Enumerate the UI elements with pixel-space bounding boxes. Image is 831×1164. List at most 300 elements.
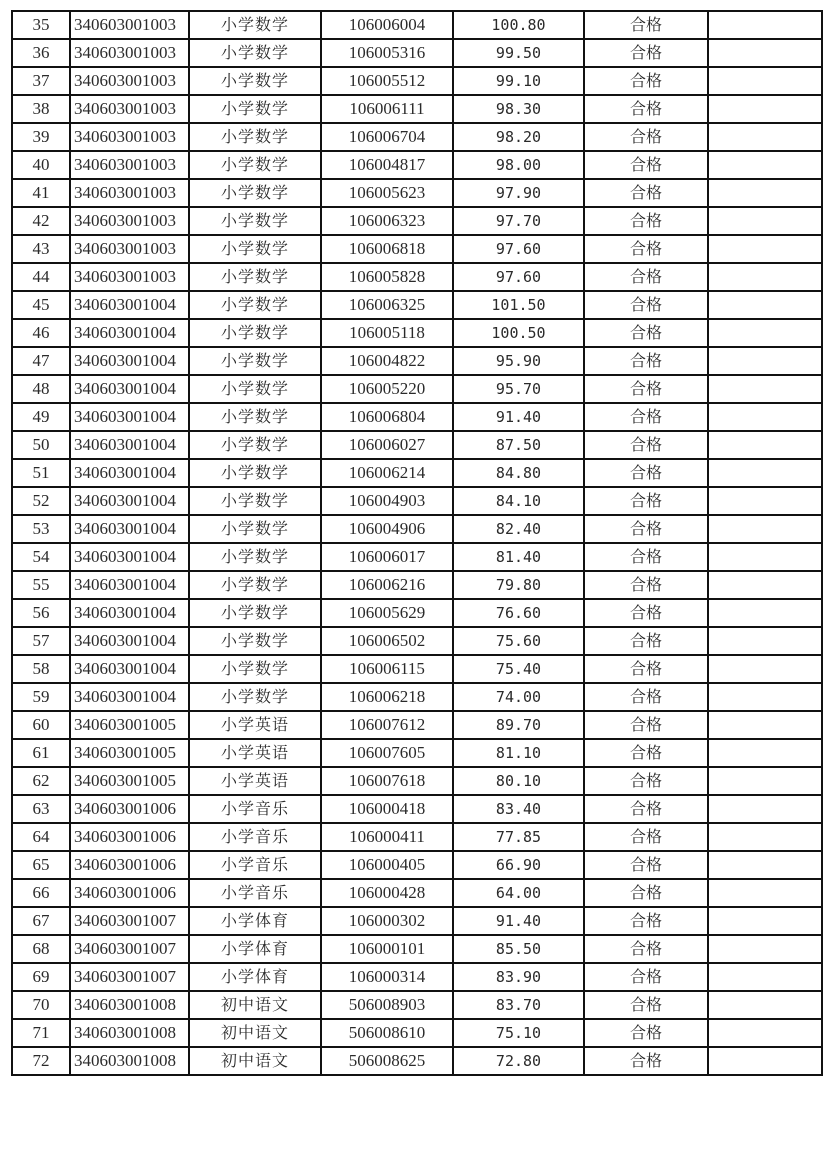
result-status-cell: 合格 <box>584 599 708 627</box>
remarks-cell <box>708 1019 822 1047</box>
subject-cell: 小学英语 <box>189 767 321 795</box>
admission-ticket-number-cell: 106000418 <box>321 795 453 823</box>
remarks-cell <box>708 795 822 823</box>
subject-cell: 小学数学 <box>189 39 321 67</box>
admission-ticket-number-cell: 106006804 <box>321 403 453 431</box>
admission-ticket-number-cell: 106004817 <box>321 151 453 179</box>
row-number-cell: 37 <box>12 67 70 95</box>
admission-ticket-number-cell: 106006218 <box>321 683 453 711</box>
remarks-cell <box>708 767 822 795</box>
admission-ticket-number-cell: 106005629 <box>321 599 453 627</box>
result-status-cell: 合格 <box>584 935 708 963</box>
position-code-cell: 340603001006 <box>70 851 189 879</box>
table-row <box>12 151 822 179</box>
remarks-cell <box>708 151 822 179</box>
subject-cell: 小学数学 <box>189 571 321 599</box>
score-cell: 79.80 <box>453 571 584 599</box>
admission-ticket-number-cell: 106006818 <box>321 235 453 263</box>
admission-ticket-number-cell: 106006704 <box>321 123 453 151</box>
row-number-cell: 45 <box>12 291 70 319</box>
score-cell: 83.70 <box>453 991 584 1019</box>
position-code-cell: 340603001004 <box>70 683 189 711</box>
admission-ticket-number-cell: 106005623 <box>321 179 453 207</box>
position-code-cell: 340603001004 <box>70 403 189 431</box>
position-code-cell: 340603001007 <box>70 907 189 935</box>
subject-cell: 小学数学 <box>189 627 321 655</box>
result-status-cell: 合格 <box>584 1019 708 1047</box>
result-status-cell: 合格 <box>584 459 708 487</box>
admission-ticket-number-cell: 106000302 <box>321 907 453 935</box>
remarks-cell <box>708 963 822 991</box>
score-cell: 91.40 <box>453 907 584 935</box>
result-status-cell: 合格 <box>584 627 708 655</box>
position-code-cell: 340603001005 <box>70 767 189 795</box>
admission-ticket-number-cell: 106000428 <box>321 879 453 907</box>
admission-ticket-number-cell: 106000101 <box>321 935 453 963</box>
score-cell: 75.60 <box>453 627 584 655</box>
position-code-cell: 340603001003 <box>70 39 189 67</box>
row-number-cell: 64 <box>12 823 70 851</box>
row-number-cell: 63 <box>12 795 70 823</box>
result-status-cell: 合格 <box>584 655 708 683</box>
score-cell: 81.40 <box>453 543 584 571</box>
remarks-cell <box>708 319 822 347</box>
result-status-cell: 合格 <box>584 487 708 515</box>
table-row <box>12 235 822 263</box>
row-number-cell: 54 <box>12 543 70 571</box>
result-status-cell: 合格 <box>584 991 708 1019</box>
result-status-cell: 合格 <box>584 207 708 235</box>
admission-ticket-number-cell: 106000411 <box>321 823 453 851</box>
admission-ticket-number-cell: 106005316 <box>321 39 453 67</box>
table-row <box>12 515 822 543</box>
row-number-cell: 53 <box>12 515 70 543</box>
table-row <box>12 627 822 655</box>
score-cell: 100.50 <box>453 319 584 347</box>
position-code-cell: 340603001008 <box>70 1047 189 1075</box>
admission-ticket-number-cell: 106000314 <box>321 963 453 991</box>
remarks-cell <box>708 207 822 235</box>
subject-cell: 小学音乐 <box>189 879 321 907</box>
remarks-cell <box>708 739 822 767</box>
table-row <box>12 767 822 795</box>
position-code-cell: 340603001005 <box>70 739 189 767</box>
row-number-cell: 44 <box>12 263 70 291</box>
remarks-cell <box>708 543 822 571</box>
row-number-cell: 69 <box>12 963 70 991</box>
remarks-cell <box>708 487 822 515</box>
remarks-cell <box>708 235 822 263</box>
row-number-cell: 71 <box>12 1019 70 1047</box>
score-cell: 77.85 <box>453 823 584 851</box>
table-row <box>12 347 822 375</box>
score-cell: 82.40 <box>453 515 584 543</box>
row-number-cell: 57 <box>12 627 70 655</box>
admission-ticket-number-cell: 106006323 <box>321 207 453 235</box>
score-cell: 101.50 <box>453 291 584 319</box>
position-code-cell: 340603001005 <box>70 711 189 739</box>
table-row <box>12 907 822 935</box>
remarks-cell <box>708 571 822 599</box>
position-code-cell: 340603001003 <box>70 11 189 39</box>
position-code-cell: 340603001004 <box>70 431 189 459</box>
remarks-cell <box>708 95 822 123</box>
admission-ticket-number-cell: 106007612 <box>321 711 453 739</box>
position-code-cell: 340603001003 <box>70 151 189 179</box>
table-row <box>12 375 822 403</box>
row-number-cell: 68 <box>12 935 70 963</box>
admission-ticket-number-cell: 506008610 <box>321 1019 453 1047</box>
result-status-cell: 合格 <box>584 711 708 739</box>
row-number-cell: 60 <box>12 711 70 739</box>
row-number-cell: 59 <box>12 683 70 711</box>
subject-cell: 小学数学 <box>189 487 321 515</box>
score-cell: 83.40 <box>453 795 584 823</box>
row-number-cell: 51 <box>12 459 70 487</box>
position-code-cell: 340603001006 <box>70 879 189 907</box>
admission-ticket-number-cell: 106005220 <box>321 375 453 403</box>
subject-cell: 小学数学 <box>189 291 321 319</box>
score-cell: 84.80 <box>453 459 584 487</box>
result-status-cell: 合格 <box>584 11 708 39</box>
position-code-cell: 340603001003 <box>70 67 189 95</box>
row-number-cell: 40 <box>12 151 70 179</box>
admission-ticket-number-cell: 506008625 <box>321 1047 453 1075</box>
remarks-cell <box>708 179 822 207</box>
result-status-cell: 合格 <box>584 179 708 207</box>
table-row <box>12 179 822 207</box>
result-status-cell: 合格 <box>584 39 708 67</box>
admission-ticket-number-cell: 106000405 <box>321 851 453 879</box>
score-cell: 98.00 <box>453 151 584 179</box>
subject-cell: 小学数学 <box>189 67 321 95</box>
table-row <box>12 95 822 123</box>
position-code-cell: 340603001007 <box>70 963 189 991</box>
table-row <box>12 459 822 487</box>
score-cell: 97.60 <box>453 263 584 291</box>
remarks-cell <box>708 11 822 39</box>
remarks-cell <box>708 459 822 487</box>
remarks-cell <box>708 935 822 963</box>
table-row <box>12 879 822 907</box>
table-row <box>12 207 822 235</box>
result-status-cell: 合格 <box>584 543 708 571</box>
row-number-cell: 50 <box>12 431 70 459</box>
subject-cell: 小学数学 <box>189 11 321 39</box>
score-cell: 97.60 <box>453 235 584 263</box>
subject-cell: 小学音乐 <box>189 795 321 823</box>
admission-ticket-number-cell: 106004906 <box>321 515 453 543</box>
table-body <box>12 11 822 1075</box>
position-code-cell: 340603001004 <box>70 599 189 627</box>
remarks-cell <box>708 515 822 543</box>
table-row <box>12 319 822 347</box>
score-cell: 89.70 <box>453 711 584 739</box>
remarks-cell <box>708 403 822 431</box>
subject-cell: 小学音乐 <box>189 851 321 879</box>
position-code-cell: 340603001004 <box>70 375 189 403</box>
admission-ticket-number-cell: 106006027 <box>321 431 453 459</box>
row-number-cell: 42 <box>12 207 70 235</box>
admission-ticket-number-cell: 106006115 <box>321 655 453 683</box>
remarks-cell <box>708 991 822 1019</box>
table-row <box>12 263 822 291</box>
subject-cell: 小学数学 <box>189 263 321 291</box>
result-status-cell: 合格 <box>584 95 708 123</box>
row-number-cell: 70 <box>12 991 70 1019</box>
table-row <box>12 963 822 991</box>
result-status-cell: 合格 <box>584 851 708 879</box>
row-number-cell: 56 <box>12 599 70 627</box>
result-status-cell: 合格 <box>584 375 708 403</box>
admission-ticket-number-cell: 106006004 <box>321 11 453 39</box>
subject-cell: 小学数学 <box>189 403 321 431</box>
score-cell: 74.00 <box>453 683 584 711</box>
score-cell: 76.60 <box>453 599 584 627</box>
subject-cell: 小学数学 <box>189 431 321 459</box>
result-status-cell: 合格 <box>584 123 708 151</box>
remarks-cell <box>708 711 822 739</box>
subject-cell: 初中语文 <box>189 1047 321 1075</box>
position-code-cell: 340603001003 <box>70 123 189 151</box>
score-cell: 84.10 <box>453 487 584 515</box>
position-code-cell: 340603001004 <box>70 571 189 599</box>
admission-ticket-number-cell: 106005828 <box>321 263 453 291</box>
remarks-cell <box>708 123 822 151</box>
row-number-cell: 72 <box>12 1047 70 1075</box>
score-cell: 85.50 <box>453 935 584 963</box>
remarks-cell <box>708 67 822 95</box>
table-row <box>12 487 822 515</box>
remarks-cell <box>708 907 822 935</box>
score-cell: 99.50 <box>453 39 584 67</box>
row-number-cell: 58 <box>12 655 70 683</box>
row-number-cell: 35 <box>12 11 70 39</box>
table-row <box>12 543 822 571</box>
position-code-cell: 340603001007 <box>70 935 189 963</box>
table-row <box>12 991 822 1019</box>
row-number-cell: 47 <box>12 347 70 375</box>
position-code-cell: 340603001003 <box>70 235 189 263</box>
result-status-cell: 合格 <box>584 431 708 459</box>
score-cell: 95.70 <box>453 375 584 403</box>
row-number-cell: 36 <box>12 39 70 67</box>
subject-cell: 小学英语 <box>189 711 321 739</box>
row-number-cell: 41 <box>12 179 70 207</box>
result-status-cell: 合格 <box>584 151 708 179</box>
row-number-cell: 43 <box>12 235 70 263</box>
result-status-cell: 合格 <box>584 291 708 319</box>
position-code-cell: 340603001004 <box>70 627 189 655</box>
remarks-cell <box>708 375 822 403</box>
position-code-cell: 340603001004 <box>70 655 189 683</box>
admission-ticket-number-cell: 106005512 <box>321 67 453 95</box>
remarks-cell <box>708 291 822 319</box>
table-row <box>12 67 822 95</box>
table-row <box>12 739 822 767</box>
result-status-cell: 合格 <box>584 879 708 907</box>
score-cell: 97.70 <box>453 207 584 235</box>
result-status-cell: 合格 <box>584 319 708 347</box>
subject-cell: 小学数学 <box>189 151 321 179</box>
subject-cell: 小学数学 <box>189 207 321 235</box>
position-code-cell: 340603001008 <box>70 1019 189 1047</box>
table-row <box>12 39 822 67</box>
result-status-cell: 合格 <box>584 823 708 851</box>
table-row <box>12 655 822 683</box>
table-row <box>12 599 822 627</box>
subject-cell: 小学数学 <box>189 95 321 123</box>
subject-cell: 小学英语 <box>189 739 321 767</box>
remarks-cell <box>708 851 822 879</box>
table-row <box>12 431 822 459</box>
table-row <box>12 795 822 823</box>
admission-ticket-number-cell: 106004822 <box>321 347 453 375</box>
remarks-cell <box>708 627 822 655</box>
admission-ticket-number-cell: 106006502 <box>321 627 453 655</box>
score-cell: 98.30 <box>453 95 584 123</box>
admission-ticket-number-cell: 506008903 <box>321 991 453 1019</box>
subject-cell: 小学数学 <box>189 123 321 151</box>
score-cell: 66.90 <box>453 851 584 879</box>
score-cell: 91.40 <box>453 403 584 431</box>
score-cell: 83.90 <box>453 963 584 991</box>
score-cell: 75.10 <box>453 1019 584 1047</box>
result-status-cell: 合格 <box>584 795 708 823</box>
result-status-cell: 合格 <box>584 907 708 935</box>
position-code-cell: 340603001004 <box>70 319 189 347</box>
admission-ticket-number-cell: 106006325 <box>321 291 453 319</box>
subject-cell: 小学体育 <box>189 963 321 991</box>
table-row <box>12 683 822 711</box>
row-number-cell: 46 <box>12 319 70 347</box>
subject-cell: 初中语文 <box>189 991 321 1019</box>
table-row <box>12 291 822 319</box>
row-number-cell: 55 <box>12 571 70 599</box>
result-status-cell: 合格 <box>584 963 708 991</box>
results-table <box>11 10 823 1076</box>
subject-cell: 小学数学 <box>189 515 321 543</box>
table-row <box>12 403 822 431</box>
subject-cell: 小学数学 <box>189 179 321 207</box>
position-code-cell: 340603001004 <box>70 291 189 319</box>
table-row <box>12 123 822 151</box>
position-code-cell: 340603001006 <box>70 795 189 823</box>
position-code-cell: 340603001003 <box>70 263 189 291</box>
row-number-cell: 65 <box>12 851 70 879</box>
remarks-cell <box>708 655 822 683</box>
subject-cell: 小学数学 <box>189 543 321 571</box>
subject-cell: 小学数学 <box>189 235 321 263</box>
score-cell: 64.00 <box>453 879 584 907</box>
remarks-cell <box>708 683 822 711</box>
score-cell: 80.10 <box>453 767 584 795</box>
score-cell: 98.20 <box>453 123 584 151</box>
row-number-cell: 62 <box>12 767 70 795</box>
remarks-cell <box>708 1047 822 1075</box>
table-row <box>12 935 822 963</box>
admission-ticket-number-cell: 106006017 <box>321 543 453 571</box>
result-status-cell: 合格 <box>584 1047 708 1075</box>
admission-ticket-number-cell: 106005118 <box>321 319 453 347</box>
table-row <box>12 1047 822 1075</box>
subject-cell: 小学数学 <box>189 459 321 487</box>
admission-ticket-number-cell: 106006111 <box>321 95 453 123</box>
score-cell: 95.90 <box>453 347 584 375</box>
position-code-cell: 340603001004 <box>70 347 189 375</box>
subject-cell: 小学数学 <box>189 599 321 627</box>
admission-ticket-number-cell: 106004903 <box>321 487 453 515</box>
admission-ticket-number-cell: 106006214 <box>321 459 453 487</box>
remarks-cell <box>708 431 822 459</box>
subject-cell: 小学音乐 <box>189 823 321 851</box>
position-code-cell: 340603001006 <box>70 823 189 851</box>
admission-ticket-number-cell: 106007605 <box>321 739 453 767</box>
subject-cell: 小学数学 <box>189 655 321 683</box>
result-status-cell: 合格 <box>584 263 708 291</box>
subject-cell: 小学体育 <box>189 907 321 935</box>
remarks-cell <box>708 263 822 291</box>
position-code-cell: 340603001004 <box>70 487 189 515</box>
row-number-cell: 66 <box>12 879 70 907</box>
row-number-cell: 39 <box>12 123 70 151</box>
position-code-cell: 340603001003 <box>70 207 189 235</box>
position-code-cell: 340603001004 <box>70 543 189 571</box>
position-code-cell: 340603001004 <box>70 459 189 487</box>
remarks-cell <box>708 823 822 851</box>
row-number-cell: 52 <box>12 487 70 515</box>
score-cell: 100.80 <box>453 11 584 39</box>
score-cell: 75.40 <box>453 655 584 683</box>
position-code-cell: 340603001003 <box>70 179 189 207</box>
score-cell: 99.10 <box>453 67 584 95</box>
result-status-cell: 合格 <box>584 235 708 263</box>
table-row <box>12 851 822 879</box>
result-status-cell: 合格 <box>584 767 708 795</box>
result-status-cell: 合格 <box>584 347 708 375</box>
result-status-cell: 合格 <box>584 515 708 543</box>
row-number-cell: 61 <box>12 739 70 767</box>
row-number-cell: 67 <box>12 907 70 935</box>
row-number-cell: 49 <box>12 403 70 431</box>
subject-cell: 小学数学 <box>189 683 321 711</box>
remarks-cell <box>708 599 822 627</box>
remarks-cell <box>708 879 822 907</box>
admission-ticket-number-cell: 106006216 <box>321 571 453 599</box>
result-status-cell: 合格 <box>584 403 708 431</box>
subject-cell: 小学数学 <box>189 319 321 347</box>
subject-cell: 小学体育 <box>189 935 321 963</box>
remarks-cell <box>708 39 822 67</box>
result-status-cell: 合格 <box>584 739 708 767</box>
result-status-cell: 合格 <box>584 683 708 711</box>
subject-cell: 初中语文 <box>189 1019 321 1047</box>
position-code-cell: 340603001008 <box>70 991 189 1019</box>
score-cell: 87.50 <box>453 431 584 459</box>
result-status-cell: 合格 <box>584 571 708 599</box>
row-number-cell: 48 <box>12 375 70 403</box>
score-cell: 72.80 <box>453 1047 584 1075</box>
result-status-cell: 合格 <box>584 67 708 95</box>
position-code-cell: 340603001004 <box>70 515 189 543</box>
table-row <box>12 571 822 599</box>
subject-cell: 小学数学 <box>189 347 321 375</box>
table-row <box>12 11 822 39</box>
table-row <box>12 711 822 739</box>
score-cell: 97.90 <box>453 179 584 207</box>
table-row <box>12 823 822 851</box>
score-cell: 81.10 <box>453 739 584 767</box>
